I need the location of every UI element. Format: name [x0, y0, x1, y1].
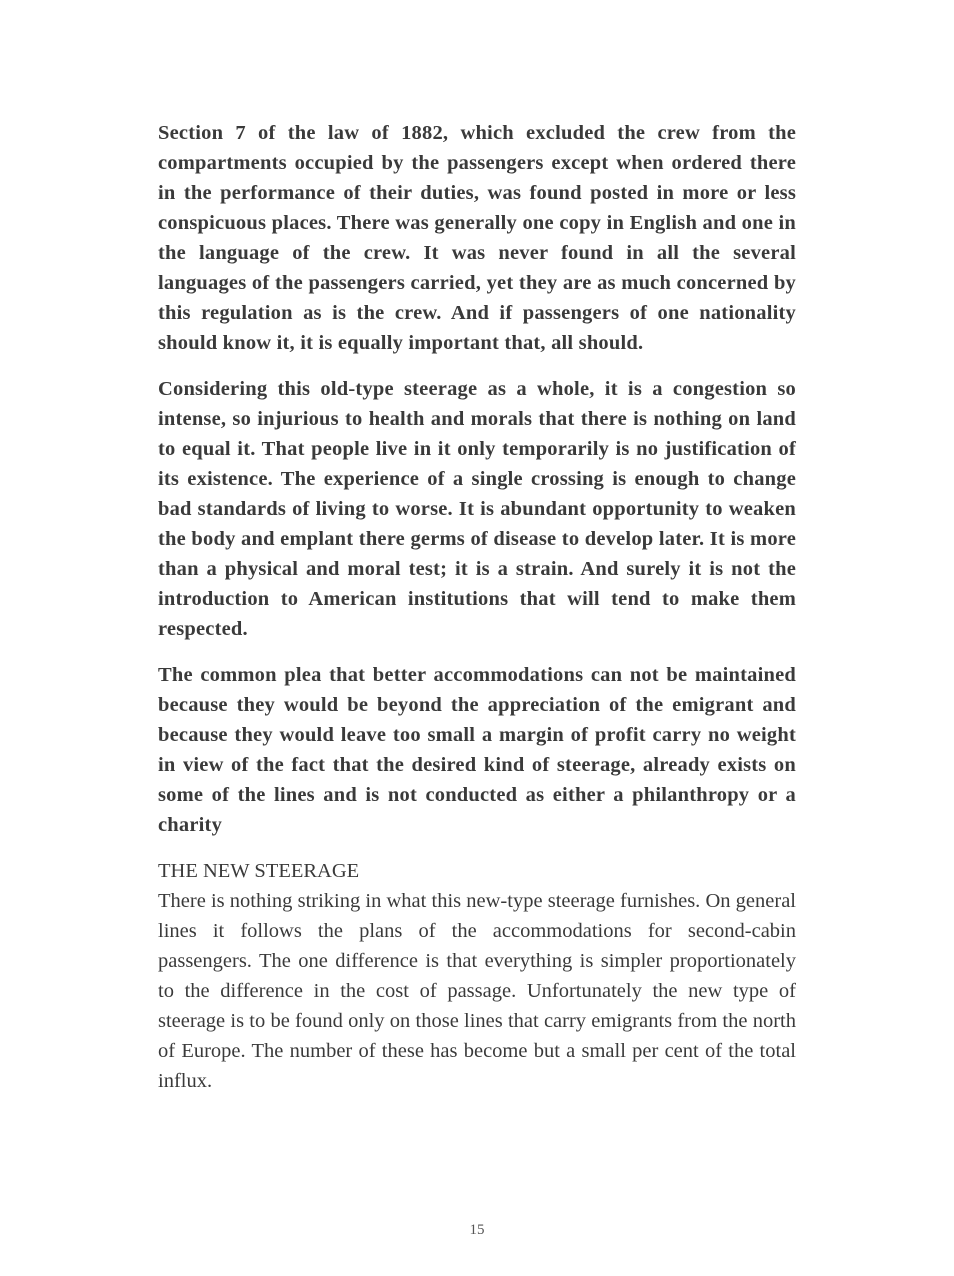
paragraph-common-plea: The common plea that better accommodations can not be maintained because they would be beyond the appreciation of the emigrant and because they would leave too small a margin of profit carry no weight in view of the fact that the desired kind of steerage, already exists on some of the lines and is not conducted as either a philanthropy or a charity — [158, 664, 796, 836]
section-heading: THE NEW STEERAGE — [158, 860, 360, 882]
document-page — [158, 118, 796, 1096]
paragraph-new-steerage: There is nothing striking in what this new-type steerage furnishes. On general lines it follows the plans of the accommodations for second-cabin passengers. The one difference is that everything is simpler proportionately to the difference in the cost of passage. Unfortunately the new type of steerage is to be found only on those lines that carry emigrants from the north of Europe. The number of these has become but a small per cent of the total influx. — [158, 890, 796, 1092]
page-number: 15 — [469, 1222, 485, 1238]
paragraph-old-steerage: Considering this old-type steerage as a whole, it is a congestion so intense, so injurious to health and morals that there is nothing on land to equal it. That people live in it only temporarily is no justification of its existence. The experience of a single crossing is enough to change bad standards of living to worse. It is abundant opportunity to weaken the body and emplant there germs of disease to develop later. It is more than a physical and moral test; it is a strain. And surely it is not the introduction to American institutions that will tend to make them respected. — [158, 378, 796, 640]
paragraph-section-7: Section 7 of the law of 1882, which excluded the crew from the compartments occupied by the passengers except when ordered there in the performance of their duties, was found posted in more or less conspicuous places. There was generally one copy in English and one in the language of the crew. It was never found in all the several languages of the passengers carried, yet they are as much concerned by this regulation as is the crew. And if passengers of one nationality should know it, it is equally important that, all should. — [158, 122, 796, 354]
